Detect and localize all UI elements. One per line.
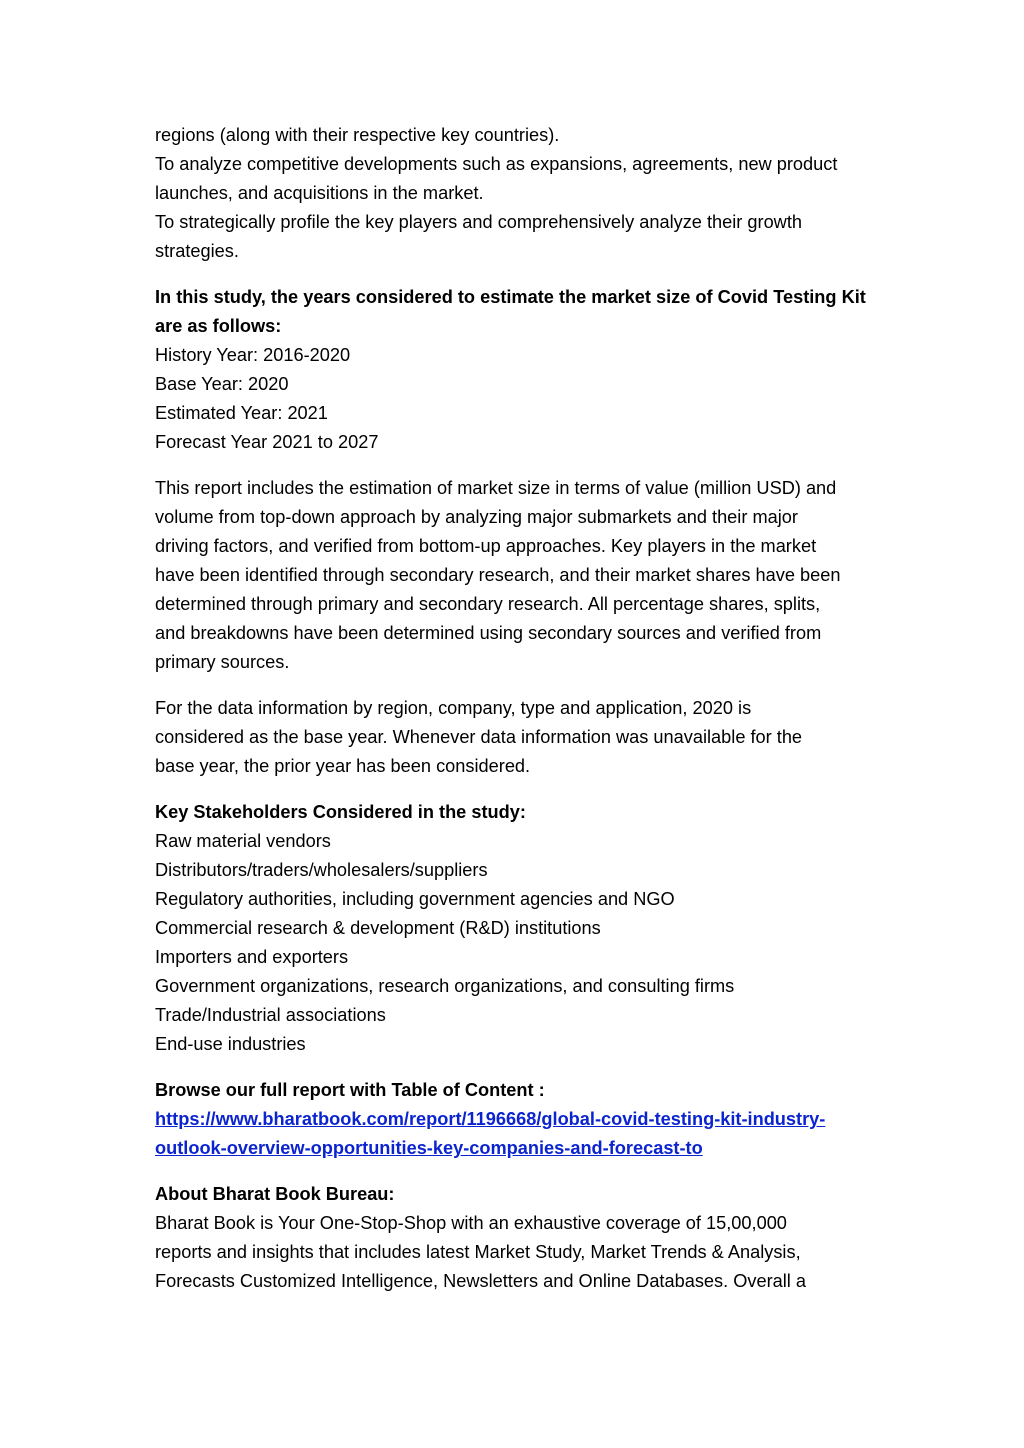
text-line: base year, the prior year has been considered. <box>155 756 531 776</box>
stakeholder-item: Regulatory authorities, including government agencies and NGO <box>155 889 675 909</box>
text-line: This report includes the estimation of market size in terms of value (million USD) and <box>155 478 837 498</box>
stakeholder-item: Government organizations, research organizations, and consulting firms <box>155 976 735 996</box>
stakeholders-heading: Key Stakeholders Considered in the study: <box>155 802 526 822</box>
years-item: History Year: 2016-2020 <box>155 345 351 365</box>
text-line: primary sources. <box>155 652 290 672</box>
text-line: and breakdowns have been determined using secondary sources and verified from <box>155 623 822 643</box>
text-line: To strategically profile the key players and comprehensively analyze their growth <box>155 212 802 232</box>
text-line: Bharat Book is Your One-Stop-Shop with an exhaustive coverage of 15,00,000 <box>155 1213 787 1233</box>
years-item: Base Year: 2020 <box>155 374 289 394</box>
base-year-paragraph <box>155 694 885 781</box>
years-item: Estimated Year: 2021 <box>155 403 328 423</box>
text-line: determined through primary and secondary research. All percentage shares, splits, <box>155 594 821 614</box>
text-line: strategies. <box>155 241 239 261</box>
stakeholder-item: Importers and exporters <box>155 947 349 967</box>
text-line: launches, and acquisitions in the market. <box>155 183 484 203</box>
objectives-paragraph <box>155 121 885 266</box>
years-section <box>155 283 885 457</box>
text-line: considered as the base year. Whenever data information was unavailable for the <box>155 727 803 747</box>
text-line: driving factors, and verified from bottom-up approaches. Key players in the market <box>155 536 817 556</box>
text-line: reports and insights that includes latest Market Study, Market Trends & Analysis, <box>155 1242 801 1262</box>
document-page <box>155 121 885 1296</box>
stakeholders-section <box>155 798 885 1059</box>
text-line: volume from top-down approach by analyzing major submarkets and their major <box>155 507 798 527</box>
years-heading: In this study, the years considered to estimate the market size of Covid Testing Kit <box>155 287 866 307</box>
estimation-paragraph <box>155 474 885 677</box>
text-line: For the data information by region, company, type and application, 2020 is <box>155 698 752 718</box>
browse-section <box>155 1076 885 1163</box>
years-item: Forecast Year 2021 to 2027 <box>155 432 379 452</box>
about-heading: About Bharat Book Bureau: <box>155 1184 395 1204</box>
text-line: regions (along with their respective key countries). <box>155 125 560 145</box>
stakeholder-item: End-use industries <box>155 1034 306 1054</box>
report-link-line[interactable]: https://www.bharatbook.com/report/1196668/global-covid-testing-kit-industry- <box>155 1109 826 1129</box>
years-heading: are as follows: <box>155 316 282 336</box>
stakeholder-item: Distributors/traders/wholesalers/suppliers <box>155 860 488 880</box>
text-line: Forecasts Customized Intelligence, Newsletters and Online Databases. Overall a <box>155 1271 807 1291</box>
stakeholder-item: Trade/Industrial associations <box>155 1005 386 1025</box>
stakeholder-item: Commercial research & development (R&D) institutions <box>155 918 601 938</box>
browse-heading: Browse our full report with Table of Content : <box>155 1080 545 1100</box>
report-link[interactable] <box>155 1105 885 1163</box>
report-link-line[interactable]: outlook-overview-opportunities-key-companies-and-forecast-to <box>155 1138 703 1158</box>
about-section <box>155 1180 885 1296</box>
text-line: To analyze competitive developments such as expansions, agreements, new product <box>155 154 838 174</box>
text-line: have been identified through secondary research, and their market shares have been <box>155 565 841 585</box>
stakeholder-item: Raw material vendors <box>155 831 331 851</box>
